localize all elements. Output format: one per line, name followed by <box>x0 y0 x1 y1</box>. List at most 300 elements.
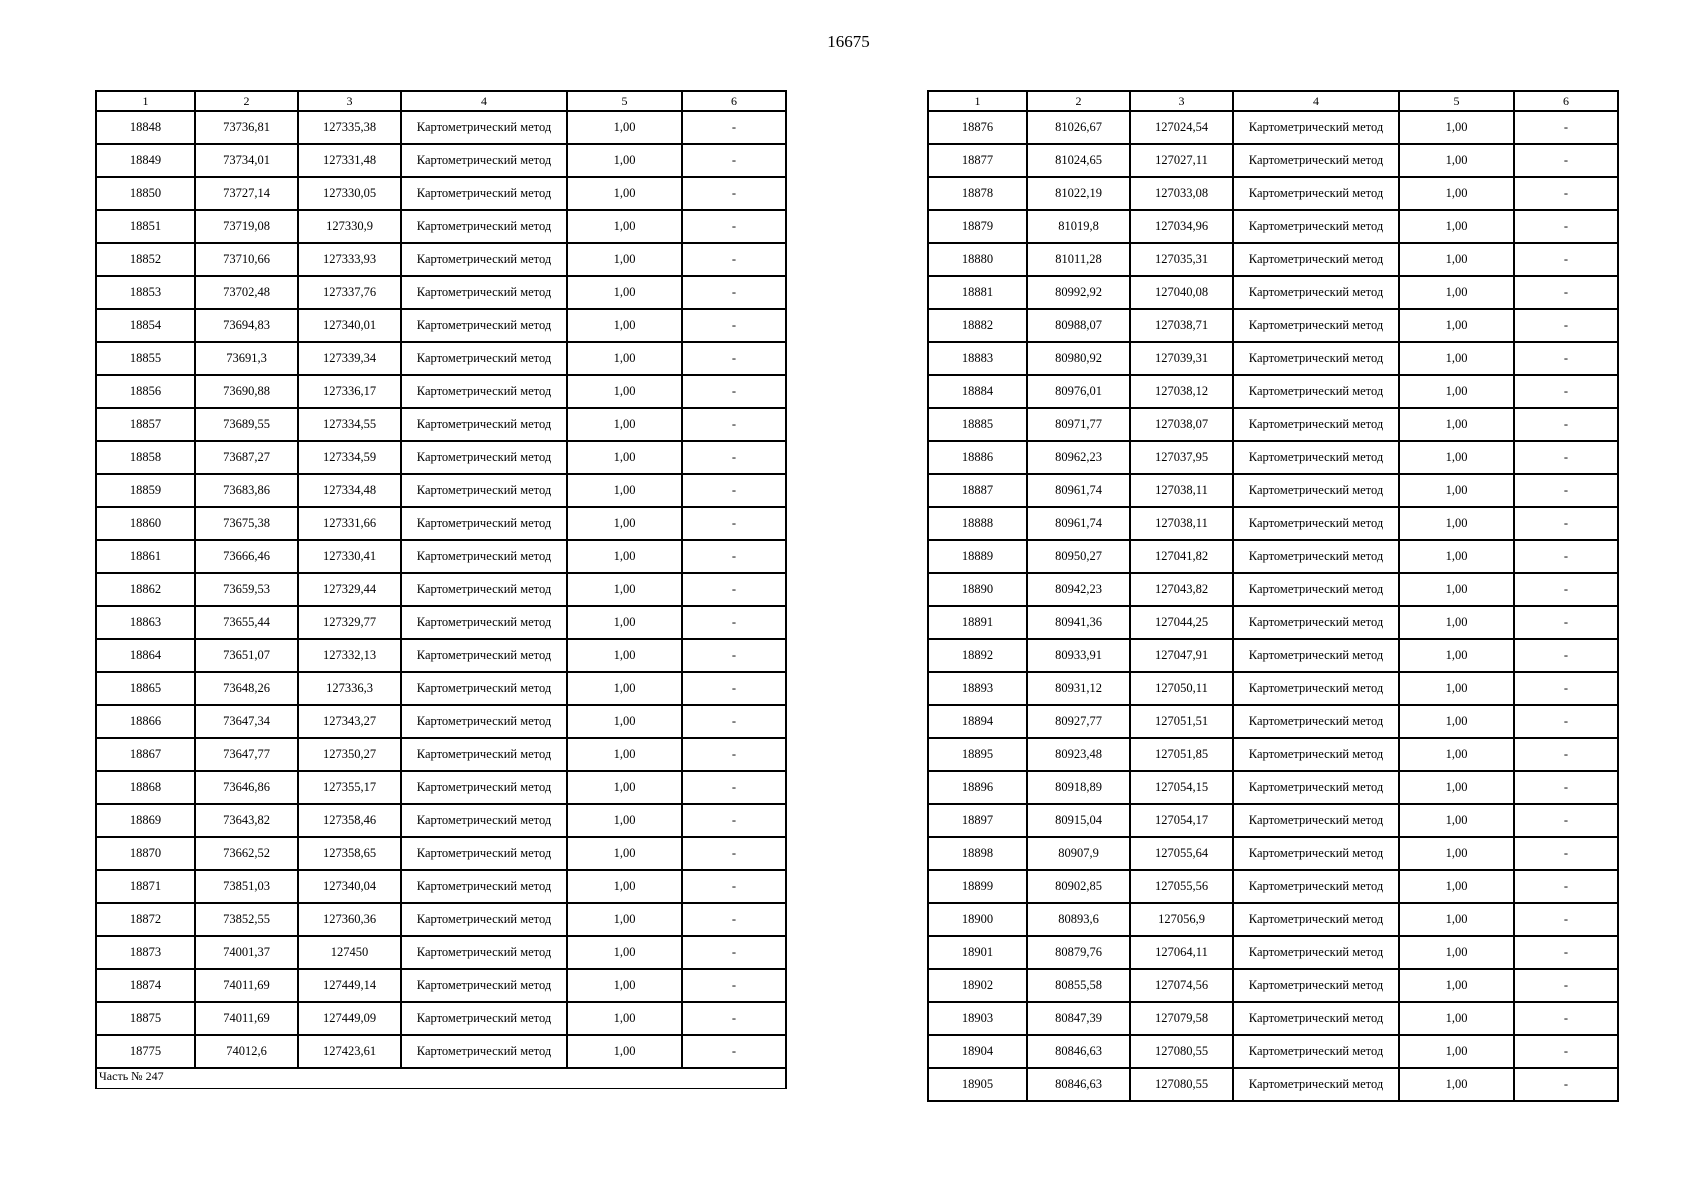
point-number-cell: 18894 <box>928 705 1027 738</box>
table-row <box>96 672 786 705</box>
accuracy-cell: 1,00 <box>1399 837 1514 870</box>
point-number-cell: 18890 <box>928 573 1027 606</box>
x-coordinate-cell: 74012,6 <box>195 1035 298 1068</box>
description-cell: - <box>1514 969 1618 1002</box>
y-coordinate-cell: 127056,9 <box>1130 903 1233 936</box>
point-number-cell: 18868 <box>96 771 195 804</box>
point-number-cell: 18891 <box>928 606 1027 639</box>
y-coordinate-cell: 127038,07 <box>1130 408 1233 441</box>
method-cell: Картометрический метод <box>401 837 567 870</box>
accuracy-cell: 1,00 <box>567 837 682 870</box>
accuracy-cell: 1,00 <box>567 342 682 375</box>
description-cell: - <box>682 936 786 969</box>
table-row <box>96 1002 786 1035</box>
y-coordinate-cell: 127038,11 <box>1130 474 1233 507</box>
point-number-cell: 18896 <box>928 771 1027 804</box>
accuracy-cell: 1,00 <box>567 672 682 705</box>
table-row <box>928 243 1618 276</box>
accuracy-cell: 1,00 <box>567 771 682 804</box>
table-row <box>928 969 1618 1002</box>
accuracy-cell: 1,00 <box>1399 474 1514 507</box>
y-coordinate-cell: 127041,82 <box>1130 540 1233 573</box>
method-cell: Картометрический метод <box>1233 474 1399 507</box>
y-coordinate-cell: 127050,11 <box>1130 672 1233 705</box>
y-coordinate-cell: 127423,61 <box>298 1035 401 1068</box>
description-cell: - <box>682 672 786 705</box>
description-cell: - <box>1514 177 1618 210</box>
accuracy-cell: 1,00 <box>1399 507 1514 540</box>
column-header: 2 <box>1027 91 1130 111</box>
point-number-cell: 18888 <box>928 507 1027 540</box>
description-cell: - <box>682 870 786 903</box>
page-number: 16675 <box>827 32 870 51</box>
point-number-cell: 18858 <box>96 441 195 474</box>
accuracy-cell: 1,00 <box>567 870 682 903</box>
method-cell: Картометрический метод <box>401 573 567 606</box>
y-coordinate-cell: 127074,56 <box>1130 969 1233 1002</box>
method-cell: Картометрический метод <box>1233 144 1399 177</box>
table-row <box>928 705 1618 738</box>
y-coordinate-cell: 127038,71 <box>1130 309 1233 342</box>
description-cell: - <box>682 111 786 144</box>
y-coordinate-cell: 127335,38 <box>298 111 401 144</box>
table-row <box>96 573 786 606</box>
y-coordinate-cell: 127047,91 <box>1130 639 1233 672</box>
table-row <box>928 1068 1618 1101</box>
description-cell: - <box>1514 408 1618 441</box>
description-cell: - <box>1514 375 1618 408</box>
description-cell: - <box>1514 903 1618 936</box>
x-coordinate-cell: 73662,52 <box>195 837 298 870</box>
point-number-cell: 18903 <box>928 1002 1027 1035</box>
description-cell: - <box>682 903 786 936</box>
point-number-cell: 18904 <box>928 1035 1027 1068</box>
x-coordinate-cell: 80893,6 <box>1027 903 1130 936</box>
point-number-cell: 18895 <box>928 738 1027 771</box>
accuracy-cell: 1,00 <box>1399 573 1514 606</box>
accuracy-cell: 1,00 <box>567 969 682 1002</box>
accuracy-cell: 1,00 <box>1399 144 1514 177</box>
footer-row <box>96 1068 786 1089</box>
point-number-cell: 18848 <box>96 111 195 144</box>
accuracy-cell: 1,00 <box>567 573 682 606</box>
y-coordinate-cell: 127051,85 <box>1130 738 1233 771</box>
method-cell: Картометрический метод <box>401 507 567 540</box>
x-coordinate-cell: 81026,67 <box>1027 111 1130 144</box>
point-number-cell: 18854 <box>96 309 195 342</box>
method-cell: Картометрический метод <box>1233 507 1399 540</box>
y-coordinate-cell: 127051,51 <box>1130 705 1233 738</box>
table-row <box>928 870 1618 903</box>
x-coordinate-cell: 73683,86 <box>195 474 298 507</box>
point-number-cell: 18859 <box>96 474 195 507</box>
method-cell: Картометрический метод <box>1233 1068 1399 1101</box>
table-row <box>928 375 1618 408</box>
y-coordinate-cell: 127336,3 <box>298 672 401 705</box>
method-cell: Картометрический метод <box>401 903 567 936</box>
description-cell: - <box>1514 111 1618 144</box>
x-coordinate-cell: 80855,58 <box>1027 969 1130 1002</box>
x-coordinate-cell: 80950,27 <box>1027 540 1130 573</box>
table-row <box>96 870 786 903</box>
y-coordinate-cell: 127358,46 <box>298 804 401 837</box>
description-cell: - <box>682 507 786 540</box>
method-cell: Картометрический метод <box>401 936 567 969</box>
table-row <box>928 507 1618 540</box>
y-coordinate-cell: 127039,31 <box>1130 342 1233 375</box>
x-coordinate-cell: 73852,55 <box>195 903 298 936</box>
x-coordinate-cell: 80902,85 <box>1027 870 1130 903</box>
point-number-cell: 18878 <box>928 177 1027 210</box>
point-number-cell: 18870 <box>96 837 195 870</box>
accuracy-cell: 1,00 <box>567 408 682 441</box>
x-coordinate-cell: 73690,88 <box>195 375 298 408</box>
accuracy-cell: 1,00 <box>567 111 682 144</box>
table-row <box>928 342 1618 375</box>
y-coordinate-cell: 127038,12 <box>1130 375 1233 408</box>
point-number-cell: 18775 <box>96 1035 195 1068</box>
table-row <box>928 903 1618 936</box>
table-row <box>928 573 1618 606</box>
x-coordinate-cell: 73734,01 <box>195 144 298 177</box>
point-number-cell: 18905 <box>928 1068 1027 1101</box>
x-coordinate-cell: 73675,38 <box>195 507 298 540</box>
description-cell: - <box>1514 936 1618 969</box>
description-cell: - <box>682 144 786 177</box>
y-coordinate-cell: 127332,13 <box>298 639 401 672</box>
table-row <box>96 969 786 1002</box>
table-row <box>928 474 1618 507</box>
x-coordinate-cell: 81022,19 <box>1027 177 1130 210</box>
method-cell: Картометрический метод <box>1233 375 1399 408</box>
y-coordinate-cell: 127330,9 <box>298 210 401 243</box>
accuracy-cell: 1,00 <box>567 177 682 210</box>
y-coordinate-cell: 127331,66 <box>298 507 401 540</box>
point-number-cell: 18899 <box>928 870 1027 903</box>
description-cell: - <box>1514 507 1618 540</box>
method-cell: Картометрический метод <box>1233 936 1399 969</box>
y-coordinate-cell: 127040,08 <box>1130 276 1233 309</box>
accuracy-cell: 1,00 <box>567 210 682 243</box>
method-cell: Картометрический метод <box>1233 243 1399 276</box>
y-coordinate-cell: 127360,36 <box>298 903 401 936</box>
x-coordinate-cell: 73851,03 <box>195 870 298 903</box>
y-coordinate-cell: 127055,64 <box>1130 837 1233 870</box>
point-number-cell: 18880 <box>928 243 1027 276</box>
y-coordinate-cell: 127024,54 <box>1130 111 1233 144</box>
point-number-cell: 18882 <box>928 309 1027 342</box>
method-cell: Картометрический метод <box>1233 276 1399 309</box>
accuracy-cell: 1,00 <box>1399 342 1514 375</box>
y-coordinate-cell: 127330,41 <box>298 540 401 573</box>
x-coordinate-cell: 81024,65 <box>1027 144 1130 177</box>
table-row <box>96 210 786 243</box>
description-cell: - <box>1514 276 1618 309</box>
x-coordinate-cell: 73689,55 <box>195 408 298 441</box>
point-number-cell: 18874 <box>96 969 195 1002</box>
accuracy-cell: 1,00 <box>1399 705 1514 738</box>
x-coordinate-cell: 73647,77 <box>195 738 298 771</box>
table-row <box>928 309 1618 342</box>
accuracy-cell: 1,00 <box>567 474 682 507</box>
point-number-cell: 18862 <box>96 573 195 606</box>
description-cell: - <box>682 1002 786 1035</box>
table-row <box>96 375 786 408</box>
method-cell: Картометрический метод <box>1233 804 1399 837</box>
y-coordinate-cell: 127340,04 <box>298 870 401 903</box>
accuracy-cell: 1,00 <box>1399 243 1514 276</box>
y-coordinate-cell: 127334,55 <box>298 408 401 441</box>
table-row <box>928 771 1618 804</box>
table-row <box>96 903 786 936</box>
x-coordinate-cell: 74001,37 <box>195 936 298 969</box>
accuracy-cell: 1,00 <box>1399 969 1514 1002</box>
right-coordinates-table <box>927 90 1619 1102</box>
accuracy-cell: 1,00 <box>567 441 682 474</box>
accuracy-cell: 1,00 <box>1399 177 1514 210</box>
accuracy-cell: 1,00 <box>567 507 682 540</box>
table-row <box>96 738 786 771</box>
table-row <box>928 540 1618 573</box>
column-header: 2 <box>195 91 298 111</box>
point-number-cell: 18871 <box>96 870 195 903</box>
description-cell: - <box>682 177 786 210</box>
x-coordinate-cell: 73646,86 <box>195 771 298 804</box>
left-table-body <box>96 111 786 1068</box>
y-coordinate-cell: 127079,58 <box>1130 1002 1233 1035</box>
table-row <box>96 474 786 507</box>
y-coordinate-cell: 127343,27 <box>298 705 401 738</box>
description-cell: - <box>1514 639 1618 672</box>
table-row <box>96 507 786 540</box>
method-cell: Картометрический метод <box>1233 342 1399 375</box>
x-coordinate-cell: 73710,66 <box>195 243 298 276</box>
table-row <box>96 606 786 639</box>
right-table-body <box>928 111 1618 1101</box>
x-coordinate-cell: 74011,69 <box>195 969 298 1002</box>
y-coordinate-cell: 127027,11 <box>1130 144 1233 177</box>
x-coordinate-cell: 80907,9 <box>1027 837 1130 870</box>
x-coordinate-cell: 73655,44 <box>195 606 298 639</box>
y-coordinate-cell: 127044,25 <box>1130 606 1233 639</box>
y-coordinate-cell: 127355,17 <box>298 771 401 804</box>
method-cell: Картометрический метод <box>401 1035 567 1068</box>
part-note: Часть № 247 <box>96 1068 786 1089</box>
accuracy-cell: 1,00 <box>1399 1002 1514 1035</box>
x-coordinate-cell: 73702,48 <box>195 276 298 309</box>
method-cell: Картометрический метод <box>1233 177 1399 210</box>
method-cell: Картометрический метод <box>401 969 567 1002</box>
method-cell: Картометрический метод <box>401 672 567 705</box>
x-coordinate-cell: 80980,92 <box>1027 342 1130 375</box>
method-cell: Картометрический метод <box>401 474 567 507</box>
table-row <box>96 111 786 144</box>
accuracy-cell: 1,00 <box>1399 804 1514 837</box>
table-row <box>928 144 1618 177</box>
accuracy-cell: 1,00 <box>567 144 682 177</box>
x-coordinate-cell: 80923,48 <box>1027 738 1130 771</box>
y-coordinate-cell: 127333,93 <box>298 243 401 276</box>
table-row <box>928 837 1618 870</box>
y-coordinate-cell: 127054,15 <box>1130 771 1233 804</box>
description-cell: - <box>1514 540 1618 573</box>
point-number-cell: 18884 <box>928 375 1027 408</box>
accuracy-cell: 1,00 <box>567 1002 682 1035</box>
accuracy-cell: 1,00 <box>567 309 682 342</box>
accuracy-cell: 1,00 <box>1399 111 1514 144</box>
column-header: 3 <box>1130 91 1233 111</box>
y-coordinate-cell: 127329,77 <box>298 606 401 639</box>
table-row <box>928 936 1618 969</box>
method-cell: Картометрический метод <box>1233 903 1399 936</box>
point-number-cell: 18885 <box>928 408 1027 441</box>
y-coordinate-cell: 127330,05 <box>298 177 401 210</box>
x-coordinate-cell: 80992,92 <box>1027 276 1130 309</box>
point-number-cell: 18857 <box>96 408 195 441</box>
point-number-cell: 18851 <box>96 210 195 243</box>
method-cell: Картометрический метод <box>1233 210 1399 243</box>
description-cell: - <box>1514 672 1618 705</box>
method-cell: Картометрический метод <box>401 606 567 639</box>
y-coordinate-cell: 127033,08 <box>1130 177 1233 210</box>
point-number-cell: 18889 <box>928 540 1027 573</box>
description-cell: - <box>1514 144 1618 177</box>
point-number-cell: 18865 <box>96 672 195 705</box>
accuracy-cell: 1,00 <box>567 804 682 837</box>
left-coordinates-table <box>95 90 787 1089</box>
table-row <box>96 243 786 276</box>
description-cell: - <box>1514 870 1618 903</box>
method-cell: Картометрический метод <box>1233 111 1399 144</box>
y-coordinate-cell: 127339,34 <box>298 342 401 375</box>
description-cell: - <box>1514 474 1618 507</box>
y-coordinate-cell: 127336,17 <box>298 375 401 408</box>
y-coordinate-cell: 127358,65 <box>298 837 401 870</box>
method-cell: Картометрический метод <box>1233 639 1399 672</box>
accuracy-cell: 1,00 <box>1399 771 1514 804</box>
table-row <box>928 111 1618 144</box>
accuracy-cell: 1,00 <box>1399 870 1514 903</box>
description-cell: - <box>682 309 786 342</box>
point-number-cell: 18876 <box>928 111 1027 144</box>
column-header: 1 <box>928 91 1027 111</box>
x-coordinate-cell: 80988,07 <box>1027 309 1130 342</box>
accuracy-cell: 1,00 <box>1399 1068 1514 1101</box>
method-cell: Картометрический метод <box>1233 870 1399 903</box>
accuracy-cell: 1,00 <box>567 1035 682 1068</box>
description-cell: - <box>682 243 786 276</box>
description-cell: - <box>682 474 786 507</box>
point-number-cell: 18853 <box>96 276 195 309</box>
method-cell: Картометрический метод <box>1233 672 1399 705</box>
description-cell: - <box>1514 1002 1618 1035</box>
method-cell: Картометрический метод <box>401 375 567 408</box>
accuracy-cell: 1,00 <box>1399 606 1514 639</box>
accuracy-cell: 1,00 <box>567 705 682 738</box>
description-cell: - <box>1514 705 1618 738</box>
description-cell: - <box>682 276 786 309</box>
column-header: 6 <box>1514 91 1618 111</box>
description-cell: - <box>682 573 786 606</box>
point-number-cell: 18864 <box>96 639 195 672</box>
x-coordinate-cell: 73719,08 <box>195 210 298 243</box>
description-cell: - <box>1514 243 1618 276</box>
description-cell: - <box>1514 804 1618 837</box>
point-number-cell: 18852 <box>96 243 195 276</box>
point-number-cell: 18866 <box>96 705 195 738</box>
point-number-cell: 18875 <box>96 1002 195 1035</box>
description-cell: - <box>682 441 786 474</box>
point-number-cell: 18886 <box>928 441 1027 474</box>
description-cell: - <box>682 606 786 639</box>
description-cell: - <box>682 639 786 672</box>
point-number-cell: 18849 <box>96 144 195 177</box>
y-coordinate-cell: 127037,95 <box>1130 441 1233 474</box>
y-coordinate-cell: 127064,11 <box>1130 936 1233 969</box>
column-header: 5 <box>1399 91 1514 111</box>
x-coordinate-cell: 80879,76 <box>1027 936 1130 969</box>
method-cell: Картометрический метод <box>401 639 567 672</box>
column-header: 4 <box>401 91 567 111</box>
accuracy-cell: 1,00 <box>567 639 682 672</box>
point-number-cell: 18867 <box>96 738 195 771</box>
y-coordinate-cell: 127329,44 <box>298 573 401 606</box>
table-row <box>928 1002 1618 1035</box>
method-cell: Картометрический метод <box>401 870 567 903</box>
accuracy-cell: 1,00 <box>1399 903 1514 936</box>
y-coordinate-cell: 127334,48 <box>298 474 401 507</box>
y-coordinate-cell: 127080,55 <box>1130 1035 1233 1068</box>
y-coordinate-cell: 127450 <box>298 936 401 969</box>
x-coordinate-cell: 80941,36 <box>1027 606 1130 639</box>
method-cell: Картометрический метод <box>1233 606 1399 639</box>
accuracy-cell: 1,00 <box>567 738 682 771</box>
description-cell: - <box>682 738 786 771</box>
method-cell: Картометрический метод <box>401 540 567 573</box>
description-cell: - <box>1514 837 1618 870</box>
point-number-cell: 18883 <box>928 342 1027 375</box>
description-cell: - <box>1514 738 1618 771</box>
x-coordinate-cell: 80961,74 <box>1027 474 1130 507</box>
x-coordinate-cell: 73647,34 <box>195 705 298 738</box>
accuracy-cell: 1,00 <box>1399 375 1514 408</box>
table-row <box>928 210 1618 243</box>
y-coordinate-cell: 127331,48 <box>298 144 401 177</box>
accuracy-cell: 1,00 <box>1399 936 1514 969</box>
accuracy-cell: 1,00 <box>1399 408 1514 441</box>
table-row <box>928 177 1618 210</box>
table-row <box>928 804 1618 837</box>
method-cell: Картометрический метод <box>1233 837 1399 870</box>
y-coordinate-cell: 127034,96 <box>1130 210 1233 243</box>
x-coordinate-cell: 73687,27 <box>195 441 298 474</box>
method-cell: Картометрический метод <box>401 705 567 738</box>
accuracy-cell: 1,00 <box>567 243 682 276</box>
description-cell: - <box>682 804 786 837</box>
y-coordinate-cell: 127449,09 <box>298 1002 401 1035</box>
description-cell: - <box>1514 1035 1618 1068</box>
accuracy-cell: 1,00 <box>567 936 682 969</box>
method-cell: Картометрический метод <box>401 309 567 342</box>
y-coordinate-cell: 127337,76 <box>298 276 401 309</box>
description-cell: - <box>1514 441 1618 474</box>
method-cell: Картометрический метод <box>401 804 567 837</box>
x-coordinate-cell: 80846,63 <box>1027 1068 1130 1101</box>
description-cell: - <box>1514 342 1618 375</box>
x-coordinate-cell: 73643,82 <box>195 804 298 837</box>
table-row <box>96 837 786 870</box>
table-row <box>928 606 1618 639</box>
